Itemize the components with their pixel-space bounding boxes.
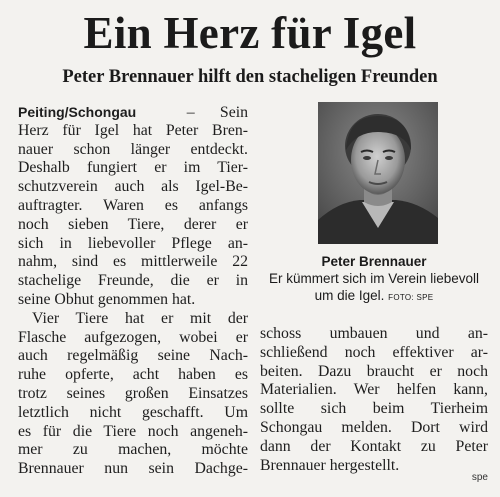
article-line: stachelige Freunde, die er in [18, 272, 248, 290]
article-line: sollte sich beim Tierheim [260, 400, 488, 418]
photo-caption [260, 270, 488, 306]
article-line: ruhe opferte, acht haben es [18, 366, 248, 384]
photo-credit: FOTO: SPE [388, 293, 434, 302]
article-line: trotz seines großen Einsatzes [18, 384, 248, 402]
article-line: Brennauer nun sein Dachge- [18, 460, 248, 478]
article-line: nahm, sind es mittlerweile 22 [18, 253, 248, 271]
dateline: Peiting/Schongau [18, 104, 137, 120]
article-column-left [18, 103, 248, 479]
article-line: schutzverein auch als Igel-Be- [18, 178, 248, 196]
subheadline: Peter Brennauer hilft den stacheligen Freunden [62, 67, 438, 87]
portrait-image [318, 102, 438, 244]
article-line: noch sieben Tiere, derer er [18, 215, 248, 233]
article-line: Brennauer hergestellt. [260, 456, 400, 474]
article-line: es für die Tiere noch angeneh- [18, 422, 248, 440]
article-line: seine Obhut genommen hat. [18, 290, 196, 308]
article-line [18, 103, 248, 122]
article-line: Herz für Igel hat Peter Bren- [18, 121, 248, 139]
photo-caption-name: Peter Brennauer [321, 254, 427, 269]
article-line: auch regelmäßig seine Nach- [18, 347, 248, 365]
author-initials: spe [471, 472, 488, 483]
article-line-text: – Sein [186, 104, 248, 121]
photo-caption-text: Er kümmert sich im Verein liebevoll um die Igel. [268, 271, 480, 303]
portrait-photo [318, 102, 438, 244]
article-column-right [260, 325, 488, 475]
article-line: mer zu machen, möchte [18, 441, 248, 459]
article-line: Vier Tiere hat er mit der [32, 309, 248, 327]
article-line: auftragter. Waren es anfangs [18, 196, 248, 214]
article-line: schließend noch effektiver ar- [260, 343, 488, 361]
article-line: Schongau melden. Dort wird [260, 418, 488, 436]
article-line: dann der Kontakt zu Peter [260, 437, 488, 455]
article-line: Materialien. Wer helfen kann, [260, 381, 488, 399]
article-line: beiten. Dazu braucht er noch [260, 362, 488, 380]
article-line: sich in liebevoller Pflege an- [18, 234, 248, 252]
article-line: letztlich nicht geschafft. Um [18, 403, 248, 421]
article-line: schoss umbauen und an- [260, 325, 488, 342]
article-line: Deshalb fungiert er im Tier- [18, 159, 248, 177]
article-line: nauer schon länger entdeckt. [18, 140, 248, 158]
headline: Ein Herz für Igel [83, 8, 417, 58]
article-line: Flasche aufgezogen, wobei er [18, 328, 248, 346]
